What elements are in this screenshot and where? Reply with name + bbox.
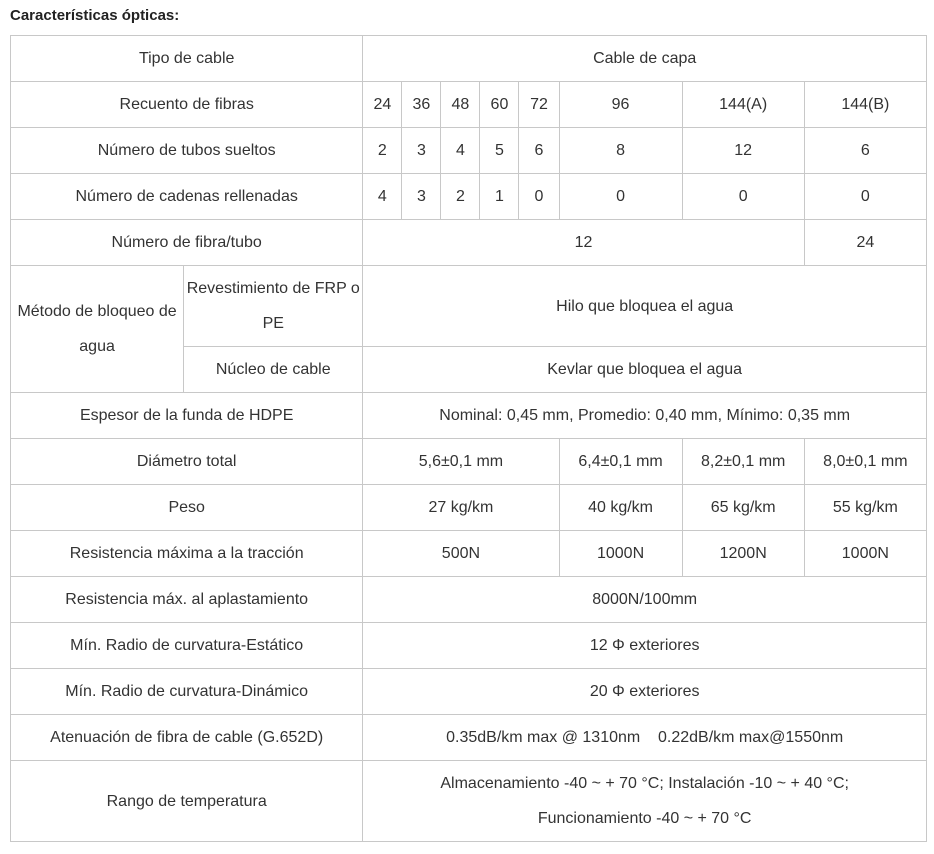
table-cell: 12 (682, 128, 804, 174)
table-row (11, 439, 927, 485)
row-label: Espesor de la funda de HDPE (11, 393, 363, 439)
row-sublabel: Núcleo de cable (184, 347, 363, 393)
row-label: Método de bloqueo de agua (11, 266, 184, 393)
table-row (11, 715, 927, 761)
row-label: Número de tubos sueltos (11, 128, 363, 174)
temperature-line-2: Funcionamiento -40 ~ + 70 °C (537, 810, 752, 827)
row-value: Hilo que bloquea el agua (363, 266, 927, 347)
table-row (11, 623, 927, 669)
table-row (11, 220, 927, 266)
table-cell: 3 (402, 174, 441, 220)
row-label: Atenuación de fibra de cable (G.652D) (11, 715, 363, 761)
table-cell: 1 (480, 174, 519, 220)
table-cell: 36 (402, 82, 441, 128)
row-value: 12 Φ exteriores (363, 623, 927, 669)
row-label: Número de fibra/tubo (11, 220, 363, 266)
table-cell: 55 kg/km (804, 485, 926, 531)
table-cell: 24 (363, 82, 402, 128)
table-cell: 2 (363, 128, 402, 174)
temperature-line-1: Almacenamiento -40 ~ + 70 °C; Instalación -10 ~ + 40 °C; (440, 775, 849, 792)
table-cell: 1000N (559, 531, 682, 577)
row-label: Resistencia máx. al aplastamiento (11, 577, 363, 623)
table-cell: 27 kg/km (363, 485, 559, 531)
row-label: Tipo de cable (11, 36, 363, 82)
row-label: Mín. Radio de curvatura-Estático (11, 623, 363, 669)
row-label: Diámetro total (11, 439, 363, 485)
table-row (11, 669, 927, 715)
row-label: Rango de temperatura (11, 761, 363, 842)
table-cell: 144(B) (804, 82, 926, 128)
row-value (363, 761, 927, 842)
page-title: Características ópticas: (10, 7, 180, 24)
table-cell: 2 (441, 174, 480, 220)
row-sublabel: Revestimiento de FRP o PE (184, 266, 363, 347)
table-cell: 48 (441, 82, 480, 128)
table-cell: 0 (682, 174, 804, 220)
table-row (11, 82, 927, 128)
table-cell: 8 (559, 128, 682, 174)
row-label: Resistencia máxima a la tracción (11, 531, 363, 577)
row-label: Número de cadenas rellenadas (11, 174, 363, 220)
table-row (11, 531, 927, 577)
table-row (11, 174, 927, 220)
table-cell: 5 (480, 128, 519, 174)
table-cell: 1200N (682, 531, 804, 577)
table-cell: 4 (363, 174, 402, 220)
row-label: Peso (11, 485, 363, 531)
table-cell: 72 (519, 82, 559, 128)
table-cell: 144(A) (682, 82, 804, 128)
table-cell: 12 (363, 220, 804, 266)
table-cell: 6 (519, 128, 559, 174)
table-row (11, 393, 927, 439)
table-cell: 6,4±0,1 mm (559, 439, 682, 485)
table-row (11, 266, 927, 347)
table-row (11, 128, 927, 174)
row-value: Cable de capa (363, 36, 927, 82)
row-label: Recuento de fibras (11, 82, 363, 128)
table-cell: 40 kg/km (559, 485, 682, 531)
table-cell: 0 (804, 174, 926, 220)
table-cell: 6 (804, 128, 926, 174)
row-value: 20 Φ exteriores (363, 669, 927, 715)
table-cell: 500N (363, 531, 559, 577)
specs-table (10, 35, 927, 842)
table-cell: 8,2±0,1 mm (682, 439, 804, 485)
table-cell: 5,6±0,1 mm (363, 439, 559, 485)
table-cell: 96 (559, 82, 682, 128)
row-value: 0.35dB/km max @ 1310nm 0.22dB/km max@1550nm (363, 715, 927, 761)
table-cell: 8,0±0,1 mm (804, 439, 926, 485)
table-cell: 3 (402, 128, 441, 174)
table-cell: 4 (441, 128, 480, 174)
table-cell: 0 (519, 174, 559, 220)
row-value: 8000N/100mm (363, 577, 927, 623)
table-cell: 0 (559, 174, 682, 220)
row-label: Mín. Radio de curvatura-Dinámico (11, 669, 363, 715)
row-value: Kevlar que bloquea el agua (363, 347, 927, 393)
table-cell: 24 (804, 220, 926, 266)
table-row (11, 761, 927, 842)
table-cell: 1000N (804, 531, 926, 577)
table-row (11, 36, 927, 82)
row-value: Nominal: 0,45 mm, Promedio: 0,40 mm, Mínimo: 0,35 mm (363, 393, 927, 439)
table-cell: 65 kg/km (682, 485, 804, 531)
table-row (11, 485, 927, 531)
table-row (11, 577, 927, 623)
table-cell: 60 (480, 82, 519, 128)
